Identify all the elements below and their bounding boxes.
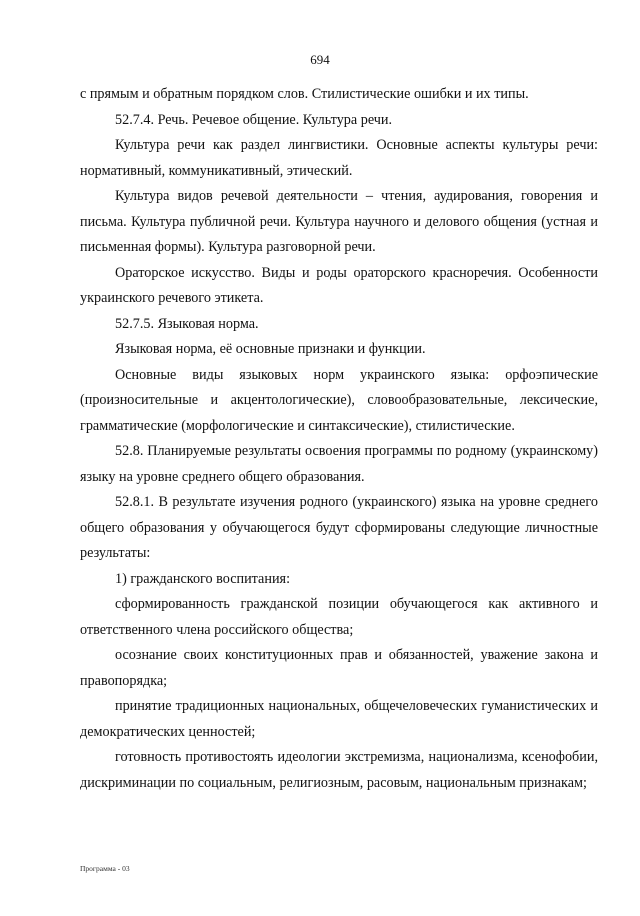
paragraph-section-52-8-1: 52.8.1. В результате изучения родного (украинского) языка на уровне среднего общего образования у обучающегося будут сформированы следующие личностные результаты: bbox=[80, 494, 598, 561]
page-footer: Программа - 03 bbox=[80, 864, 130, 873]
paragraph-constitutional-rights: осознание своих конституционных прав и обязанностей, уважение закона и правопорядка; bbox=[80, 647, 598, 689]
paragraph-counter-extremism: готовность противостоять идеологии экстремизма, национализма, ксенофобии, дискриминации по социальным, религиозным, расовым, национальным признакам; bbox=[80, 749, 598, 791]
paragraph-section-52-7-5: 52.7.5. Языковая норма. bbox=[115, 315, 259, 332]
paragraph-oratory: Ораторское искусство. Виды и роды ораторского красноречия. Особенности украинского речевого этикета. bbox=[80, 264, 598, 306]
paragraph-speech-culture: Культура речи как раздел лингвистики. Основные аспекты культуры речи: нормативный, коммуникативный, этический. bbox=[80, 137, 598, 179]
paragraph-section-52-8: 52.8. Планируемые результаты освоения программы по родному (украинскому) языку на уровне среднего общего образования. bbox=[80, 443, 598, 485]
paragraph-civic-education: 1) гражданского воспитания: bbox=[115, 570, 291, 587]
paragraph-civic-position: сформированность гражданской позиции обучающегося как активного и ответственного члена российского общества; bbox=[80, 596, 598, 638]
paragraph-language-norm: Языковая норма, её основные признаки и функции. bbox=[115, 341, 426, 357]
paragraph-norm-types: Основные виды языковых норм украинского языка: орфоэпические (произносительные и акцентологические), словообразовательные, лексические, грамматические (морфологические и синтаксические), стилистические. bbox=[80, 366, 598, 434]
document-body bbox=[80, 82, 598, 796]
paragraph-traditional-values: принятие традиционных национальных, общечеловеческих гуманистических и демократических ценностей; bbox=[80, 698, 598, 740]
paragraph-speech-activity: Культура видов речевой деятельности – чтения, аудирования, говорения и письма. Культура публичной речи. Культура научного и делового общения (устная и письменная формы). Культура разговорной речи. bbox=[80, 188, 598, 255]
paragraph-section-52-7-4: 52.7.4. Речь. Речевое общение. Культура речи. bbox=[115, 111, 393, 128]
paragraph-continuation: с прямым и обратным порядком слов. Стилистические ошибки и их типы. bbox=[80, 86, 529, 102]
page-number: 694 bbox=[310, 52, 330, 67]
